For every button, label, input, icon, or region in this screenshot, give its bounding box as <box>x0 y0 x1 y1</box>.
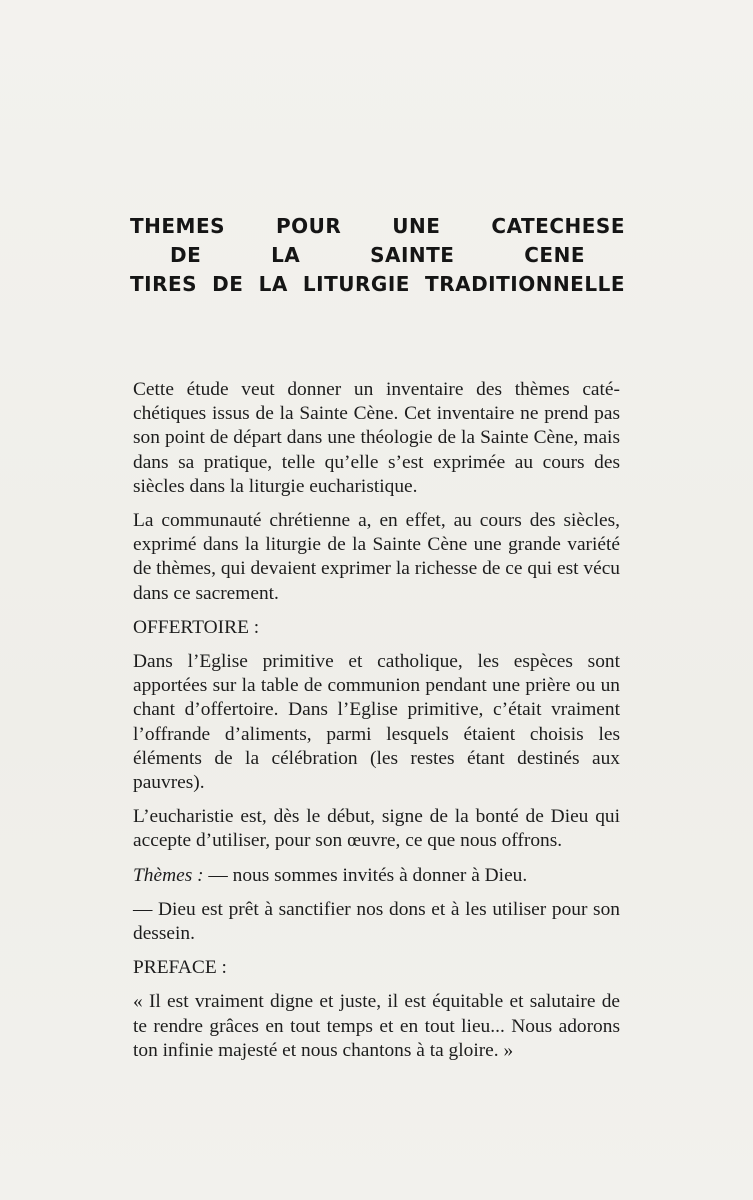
offertoire-heading: OFFERTOIRE : <box>133 616 260 638</box>
intro-paragraph-1: Cette étude veut donner un inventaire des thèmes caté-chétiques issus de la Sainte Cène. Cet inventaire ne prend pas son point de départ dans une théologie de la Sainte Cène, mais dans sa pratique, telle qu’elle s’est exprimée au cours des siècles dans la liturgie eucharistique. <box>133 379 620 497</box>
offertoire-paragraph-2: L’eucharistie est, dès le début, signe de la bonté de Dieu qui accepte d’utiliser, pour son œuvre, ce que nous offrons. <box>133 806 620 852</box>
themes-label: Thèmes : <box>133 864 204 886</box>
themes-line <box>133 864 620 888</box>
title-line-1: THEMES POUR UNE CATECHESE <box>130 214 625 238</box>
title-line-2: DE LA SAINTE CENE <box>170 243 585 267</box>
title-line-3: TIRES DE LA LITURGIE TRADITIONNELLE <box>130 272 625 296</box>
document-title <box>130 212 625 299</box>
preface-heading: PREFACE : <box>133 957 227 979</box>
offertoire-paragraph-1: Dans l’Eglise primitive et catholique, les espèces sont apportées sur la table de communion pendant une prière ou un chant d’offertoire. Dans l’Eglise primitive, c’était vraiment l’offrande d’aliments, parmi lesquels étaient choisis les éléments de la célébration (les restes étant destinés aux pauvres). <box>133 651 620 794</box>
themes-text: — nous sommes invités à donner à Dieu. <box>203 864 528 886</box>
preface-quote: « Il est vraiment digne et juste, il est équitable et salutaire de te rendre grâces en tout temps et en tout lieu... Nous adorons ton infinie majesté et nous chantons à ta gloire. » <box>133 991 620 1061</box>
theme-2: — Dieu est prêt à sanctifier nos dons et à les utiliser pour son dessein. <box>133 898 620 945</box>
document-body <box>133 378 620 1063</box>
intro-paragraph-2: La communauté chrétienne a, en effet, au cours des siècles, exprimé dans la liturgie de la Sainte Cène une grande variété de thèmes, qui devaient exprimer la richesse de ce qui est vécu dans ce sacrement. <box>133 510 620 604</box>
